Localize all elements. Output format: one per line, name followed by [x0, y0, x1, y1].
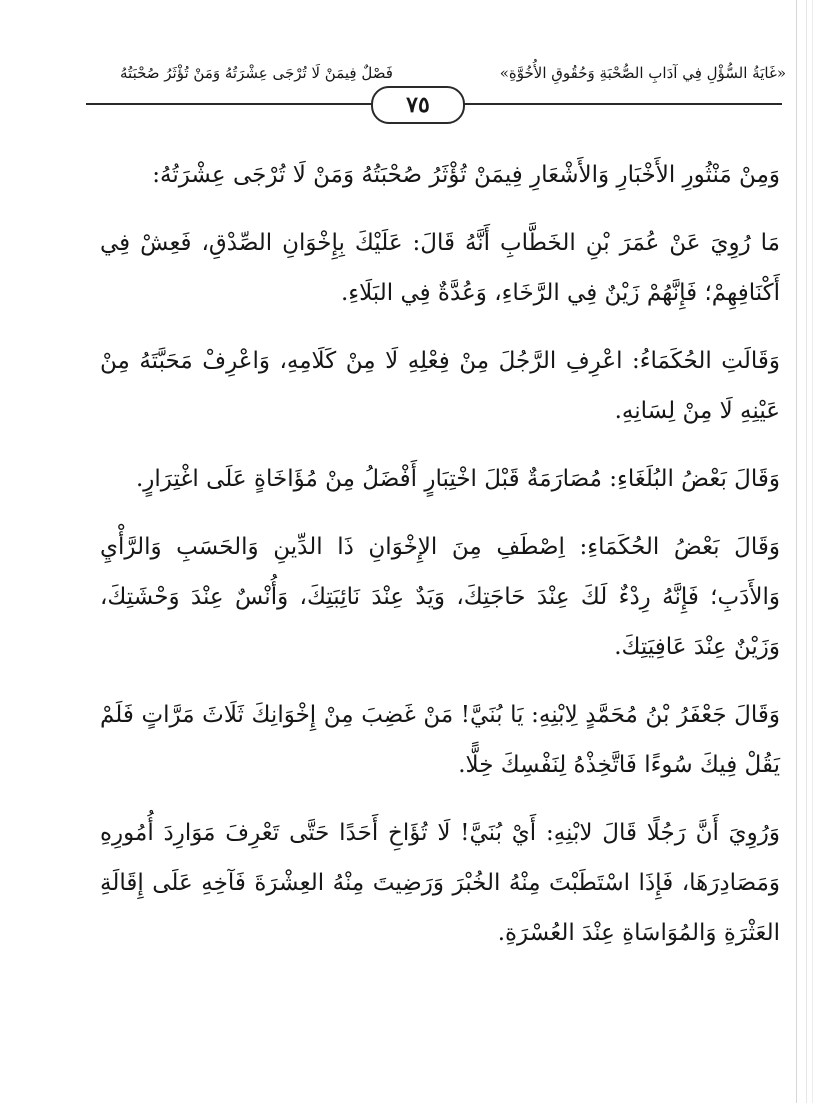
page-body: [100, 150, 780, 976]
paragraph: وَقَالَ جَعْفَرُ بْنُ مُحَمَّدٍ لِابْنِهِ: يَا بُنَيَّ! مَنْ غَضِبَ مِنْ إِخْوَانِكَ ثَلَاثَ مَرَّاتٍ فَلَمْ يَقُلْ فِيكَ سُوءًا فَاتَّخِذْهُ لِنَفْسِكَ خِلًّا.: [100, 702, 780, 778]
paragraph: مَا رُوِيَ عَنْ عُمَرَ بْنِ الخَطَّابِ أَنَّهُ قَالَ: عَلَيْكَ بِإِخْوَانِ الصِّدْقِ، فَعِشْ فِي أَكْنَافِهِمْ؛ فَإِنَّهُمْ زَيْنٌ فِي الرَّخَاءِ، وَعُدَّةٌ فِي البَلَاءِ.: [100, 230, 780, 306]
page-edge-line: [812, 0, 813, 1103]
page-number: ٧٥: [371, 86, 465, 124]
paragraph: وَرُوِيَ أَنَّ رَجُلًا قَالَ لابْنِهِ: أَيْ بُنَيَّ! لَا تُؤَاخِ أَحَدًا حَتَّى تَعْرِفَ مَوَارِدَ أُمُورِهِ وَمَصَادِرَهَا، فَإِذَا اسْتَطَبْتَ مِنْهُ الخُبْرَ وَرَضِيتَ مِنْهُ العِشْرَةَ فَآخِهِ عَلَى إِقَالَةِ العَثْرَةِ وَالمُوَاسَاةِ عِنْدَ العُسْرَةِ.: [100, 820, 780, 946]
paragraph: وَمِنْ مَنْثُورِ الأَخْبَارِ وَالأَشْعَارِ فِيمَنْ تُؤْثَرُ صُحْبَتُهُ وَمَنْ لَا تُرْجَى عِشْرَتُهُ:: [152, 162, 780, 188]
paragraph: وَقَالَتِ الحُكَمَاءُ: اعْرِفِ الرَّجُلَ مِنْ فِعْلِهِ لَا مِنْ كَلَامِهِ، وَاعْرِفْ مَحَبَّتَهُ مِنْ عَيْنِهِ لَا مِنْ لِسَانِهِ.: [100, 348, 780, 424]
paragraph: وَقَالَ بَعْضُ البُلَغَاءِ: مُصَارَمَةٌ قَبْلَ اخْتِبَارٍ أَفْضَلُ مِنْ مُؤَاخَاةٍ عَلَى اغْتِرَارٍ.: [135, 466, 780, 492]
page-edge-line: [806, 0, 807, 1103]
chapter-title-header: فَصْلٌ فِيمَنْ لَا تُرْجَى عِشْرَتُهُ وَمَنْ تُؤْثَرُ صُحْبَتُهُ: [120, 64, 393, 82]
page-edge-line: [796, 0, 797, 1103]
book-title-header: «غَايَةُ السُّؤْلِ فِي آدَابِ الصُّحْبَةِ وَحُقُوقِ الأُخُوَّةِ»: [499, 64, 786, 82]
paragraph: وَقَالَ بَعْضُ الحُكَمَاءِ: اِصْطَفِ مِنَ الإِخْوَانِ ذَا الدِّينِ وَالحَسَبِ وَالرَّأْيِ وَالأَدَبِ؛ فَإِنَّهُ رِدْءٌ لَكَ عِنْدَ حَاجَتِكَ، وَيَدٌ عِنْدَ نَائِبَتِكَ، وَأُنْسٌ عِنْدَ وَحْشَتِكَ، وَزَيْنٌ عِنْدَ عَافِيَتِكَ.: [100, 534, 780, 660]
